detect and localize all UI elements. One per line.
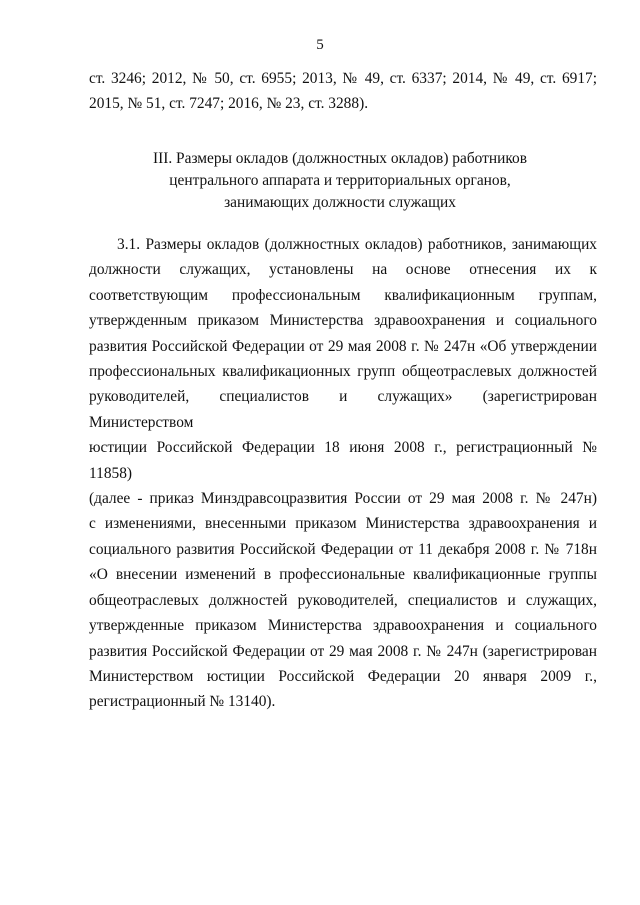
paragraph-line: профессиональных квалификационных групп общеотраслевых должностей [89,363,597,381]
paragraph-line: (далее - приказ Минздравсоцразвития России от 29 мая 2008 г. № 247н) [89,490,597,508]
paragraph-line: регистрационный № 13140). [89,693,276,711]
intro-line: 2015, № 51, ст. 7247; 2016, № 23, ст. 3288). [89,95,369,113]
intro-text [89,66,597,117]
paragraph-line: руководителей, специалистов и служащих» (зарегистрирован Министерством [89,388,597,431]
page-number: 5 [316,37,324,53]
intro-line: ст. 3246; 2012, № 50, ст. 6955; 2013, № 49, ст. 6337; 2014, № 49, ст. 6917; [89,70,597,87]
section-heading [0,148,640,214]
paragraph-line: развития Российской Федерации от 29 мая 2008 г. № 247н «Об утверждении [89,337,597,355]
paragraph-line: с изменениями, внесенными приказом Министерства здравоохранения и [89,515,597,533]
paragraph-line: развития Российской Федерации от 29 мая 2008 г. № 247н (зарегистрирован [89,642,597,660]
section-heading-line: занимающих должности служащих [224,194,456,211]
paragraph-line: должности служащих, установлены на основе отнесения их к [89,261,597,279]
paragraph-line: утвержденные приказом Министерства здравоохранения и социального [89,617,597,635]
section-paragraph [89,232,597,715]
paragraph-line: утвержденным приказом Министерства здравоохранения и социального [89,312,597,330]
paragraph-line: «О внесении изменений в профессиональные квалификационные группы [89,566,597,584]
paragraph-line: 3.1. Размеры окладов (должностных окладов) работников, занимающих [117,236,597,253]
paragraph-line: юстиции Российской Федерации 18 июня 2008 г., регистрационный № 11858) [89,439,597,482]
paragraph-line: социального развития Российской Федерации от 11 декабря 2008 г. № 718н [89,540,597,558]
paragraph-line: общеотраслевых должностей руководителей, специалистов и служащих, [89,591,597,609]
section-heading-line: центрального аппарата и территориальных органов, [169,172,511,189]
paragraph-line: Министерством юстиции Российской Федерации 20 января 2009 г., [89,667,597,685]
section-heading-line: III. Размеры окладов (должностных окладов) работников [152,150,527,167]
paragraph-line: соответствующим профессиональным квалификационным группам, [89,286,597,304]
